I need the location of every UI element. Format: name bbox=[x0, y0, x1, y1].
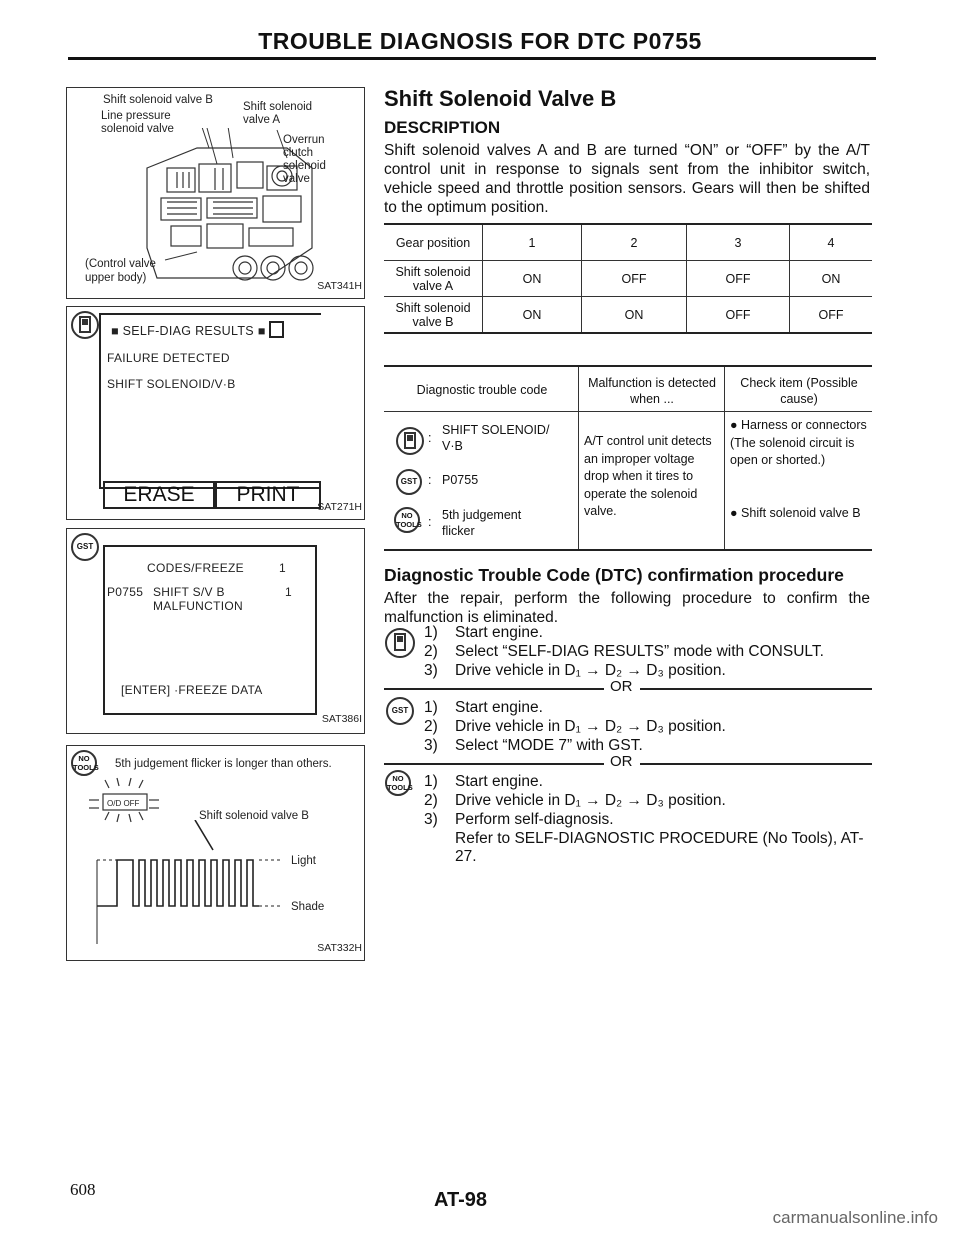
or-divider bbox=[640, 763, 872, 765]
notools-text-1: NO bbox=[78, 754, 90, 763]
malfunction-text: A/T control unit detects an improper voltage drop when it tires to operate the solenoid valve. bbox=[584, 434, 712, 518]
table-cell bbox=[384, 297, 483, 333]
dtc-confirm-heading: Diagnostic Trouble Code (DTC) confirmation procedure bbox=[384, 565, 844, 585]
figure-control-valve bbox=[66, 87, 365, 299]
check-text: Harness or connectors (The solenoid circuit is open or shorted.) bbox=[730, 418, 867, 467]
dtc-notools-code: 5th judgement flicker bbox=[442, 508, 522, 538]
bullet-icon: ● bbox=[730, 418, 742, 432]
step-number: 2) bbox=[424, 718, 438, 735]
row-label: valve A bbox=[412, 278, 454, 293]
table-cell: ON bbox=[483, 297, 582, 333]
label-valve: valve bbox=[283, 173, 310, 185]
flicker-waveform bbox=[87, 820, 317, 944]
dtc-header-check: Check item (Possible cause) bbox=[740, 376, 858, 406]
consult-step-2: Select “SELF-DIAG RESULTS” mode with CONSULT. bbox=[455, 643, 824, 660]
title-rule bbox=[68, 57, 876, 60]
figure-self-diag-results bbox=[66, 306, 365, 520]
row-label: Shift solenoid bbox=[395, 300, 471, 315]
dtc-value: 1 bbox=[285, 585, 292, 599]
dtc-table: Diagnostic trouble code Malfunction is detected when ... Check item (Possible cause) : SHIFT SOLENOID/ V·B GST : P0755 NO TOOLS : 5th judgement flicker A/T control unit detects an improper voltage drop when it tires to operate the solenoid valve. ● Harness or connectors (The solenoid circuit is open or shorted.) ● Shift solenoid valve B bbox=[384, 365, 872, 551]
shade-label: Shade bbox=[291, 901, 325, 913]
figure-code: SAT271H bbox=[317, 501, 362, 513]
step-number: 3) bbox=[424, 737, 438, 754]
or-divider bbox=[640, 688, 872, 690]
bullet-icon: ● bbox=[730, 506, 742, 520]
print-button[interactable]: PRINT bbox=[215, 481, 321, 509]
label-control-valve: (Control valve bbox=[85, 258, 156, 270]
label-clutch: clutch bbox=[283, 147, 314, 159]
step-number: 3) bbox=[424, 811, 438, 828]
or-divider bbox=[384, 763, 604, 765]
notools-step-2: Drive vehicle in D₁ → D₂ → D₃ position. bbox=[455, 792, 726, 809]
notools-text-2: TOOLS bbox=[73, 763, 99, 772]
consult-icon bbox=[396, 427, 424, 455]
dtc-code: P0755 bbox=[107, 585, 144, 599]
row-label: Shift solenoid bbox=[395, 264, 471, 279]
label-shift-sol-a: Shift solenoid bbox=[243, 101, 313, 113]
dtc-confirm-intro: After the repair, perform the following procedure to confirm the malfunction is eliminated. bbox=[384, 590, 870, 626]
notools-icon bbox=[71, 750, 97, 776]
step-number: 2) bbox=[424, 792, 438, 809]
gst-icon: GST bbox=[386, 697, 414, 725]
screen-header bbox=[111, 321, 284, 338]
table-row bbox=[384, 297, 872, 333]
page-title: TROUBLE DIAGNOSIS FOR DTC P0755 bbox=[258, 28, 702, 54]
shift-sol-b-label: Shift solenoid valve B bbox=[199, 810, 309, 822]
table-header: 1 bbox=[483, 225, 582, 261]
od-off-label: O/D OFF bbox=[107, 799, 140, 808]
step-number: 3) bbox=[424, 662, 438, 679]
page-number: 608 bbox=[70, 1180, 96, 1199]
label-solenoid-valve: solenoid valve bbox=[101, 123, 174, 135]
label-valve-a: valve A bbox=[243, 114, 281, 126]
description-text: Shift solenoid valves A and B are turned “ON” or “OFF” by the A/T control unit in response to signals sent from the inhibitor switch, vehicle speed and throttle position sensors. Gears will then be shifted to the optimum position. bbox=[384, 142, 870, 216]
bullet-icon: ■ bbox=[253, 324, 270, 338]
table-header: 2 bbox=[582, 225, 687, 261]
table-header: 3 bbox=[687, 225, 790, 261]
consult-icon bbox=[71, 311, 99, 339]
gst-step-2: Drive vehicle in D₁ → D₂ → D₃ position. bbox=[455, 718, 726, 735]
table-row bbox=[384, 225, 872, 261]
description-heading: DESCRIPTION bbox=[384, 118, 501, 137]
table-cell: OFF bbox=[582, 261, 687, 297]
gst-step-1: Start engine. bbox=[455, 699, 543, 716]
gst-icon: GST bbox=[71, 533, 99, 561]
or-text: OR bbox=[610, 678, 633, 695]
table-cell: ON bbox=[582, 297, 687, 333]
section-page-id: AT-98 bbox=[434, 1189, 487, 1211]
malfunction-label: MALFUNCTION bbox=[153, 599, 243, 613]
or-text: OR bbox=[610, 753, 633, 770]
notools-icon bbox=[385, 770, 411, 796]
bullet-icon: ■ bbox=[111, 324, 123, 338]
row-label: valve B bbox=[412, 314, 454, 329]
failure-detected-text: FAILURE DETECTED bbox=[107, 351, 230, 365]
codes-freeze-value: 1 bbox=[279, 561, 286, 575]
dtc-label: SHIFT S/V B bbox=[153, 585, 225, 599]
figure-flicker bbox=[66, 745, 365, 961]
enter-freeze-data: [ENTER] ·FREEZE DATA bbox=[121, 683, 263, 697]
checkbox-icon bbox=[269, 321, 284, 338]
notools-text-1: NO bbox=[401, 511, 413, 520]
dtc-header-code: Diagnostic trouble code bbox=[416, 383, 548, 397]
header-text: SELF-DIAG RESULTS bbox=[122, 324, 254, 338]
notools-icon bbox=[394, 507, 420, 533]
table-cell: ON bbox=[483, 261, 582, 297]
check-text: Shift solenoid valve B bbox=[741, 506, 861, 520]
label-line-pressure: Line pressure bbox=[101, 110, 171, 122]
gst-step-3: Select “MODE 7” with GST. bbox=[455, 737, 643, 754]
label-upper-body: upper body) bbox=[85, 272, 147, 284]
notools-text-2: TOOLS bbox=[387, 783, 413, 792]
shift-solenoid-text: SHIFT SOLENOID/V·B bbox=[107, 377, 236, 391]
table-cell: OFF bbox=[687, 261, 790, 297]
table-cell: OFF bbox=[818, 307, 844, 322]
light-label: Light bbox=[291, 855, 316, 867]
table-header: 4 bbox=[827, 235, 835, 250]
notools-text-2: TOOLS bbox=[396, 520, 422, 529]
consult-screen bbox=[99, 313, 321, 489]
dtc-header-malfunction: Malfunction is detected when ... bbox=[588, 376, 716, 406]
check-item-1 bbox=[730, 417, 868, 470]
step-number: 2) bbox=[424, 643, 438, 660]
step-number: 1) bbox=[424, 773, 438, 790]
notools-step-3-ref: Refer to SELF-DIAGNOSTIC PROCEDURE (No Tools), AT-27. bbox=[455, 830, 864, 865]
notools-step-1: Start engine. bbox=[455, 773, 543, 790]
watermark: carmanualsonline.info bbox=[772, 1208, 938, 1227]
step-number: 1) bbox=[424, 699, 438, 716]
section-title: Shift Solenoid Valve B bbox=[384, 86, 617, 111]
consult-icon bbox=[385, 628, 415, 658]
table-cell bbox=[384, 261, 483, 297]
table-cell: OFF bbox=[687, 297, 790, 333]
step-number: 1) bbox=[424, 624, 438, 641]
table-cell: ON bbox=[821, 271, 841, 286]
dtc-consult-code: SHIFT SOLENOID/ V·B bbox=[442, 423, 550, 453]
codes-freeze-label: CODES/FREEZE bbox=[147, 561, 244, 575]
label-shift-sol-b: Shift solenoid valve B bbox=[103, 94, 213, 106]
consult-step-3: Drive vehicle in D₁ → D₂ → D₃ position. bbox=[455, 662, 726, 679]
erase-button[interactable]: ERASE bbox=[103, 481, 215, 509]
consult-step-1: Start engine. bbox=[455, 624, 543, 641]
label-solenoid: solenoid bbox=[283, 160, 326, 172]
gst-icon: GST bbox=[396, 469, 422, 495]
notools-step-3: Perform self-diagnosis. bbox=[455, 811, 614, 828]
notools-text-1: NO bbox=[392, 774, 404, 783]
table-header: Gear position bbox=[384, 225, 483, 261]
dtc-gst-code: P0755 bbox=[442, 473, 479, 487]
gear-table bbox=[384, 223, 872, 334]
or-divider bbox=[384, 688, 604, 690]
flicker-caption: 5th judgement flicker is longer than others. bbox=[115, 758, 332, 770]
table-row bbox=[384, 261, 872, 297]
label-overrun: Overrun bbox=[283, 134, 325, 146]
figure-gst-freeze bbox=[66, 528, 365, 734]
figure-code: SAT386I bbox=[321, 713, 362, 725]
figure-code: SAT341H bbox=[317, 280, 362, 292]
figure-code: SAT332H bbox=[317, 942, 362, 954]
check-item-2 bbox=[730, 505, 868, 523]
